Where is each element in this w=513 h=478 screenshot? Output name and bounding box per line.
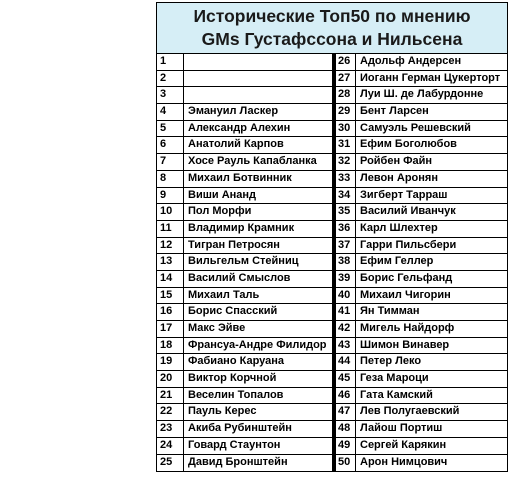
player-name: Василий Иванчук (360, 205, 456, 218)
rank-number: 47 (336, 404, 356, 420)
rank-number: 23 (157, 421, 184, 437)
rank-number: 25 (157, 455, 184, 472)
rank-number: 22 (157, 404, 184, 420)
player-name: Владимир Крамник (188, 221, 295, 234)
table-row (336, 271, 507, 288)
table-row (336, 321, 507, 338)
player-name: Адольф Андерсен (360, 55, 462, 67)
player-name: Говард Стаунтон (188, 438, 281, 451)
rank-number: 27 (336, 71, 356, 87)
player-name: Фабиано Каруана (188, 355, 284, 368)
rank-number: 33 (336, 171, 356, 187)
rank-number: 16 (157, 304, 184, 320)
player-name: Вильгельм Стейниц (188, 255, 299, 268)
rank-number: 36 (336, 221, 356, 237)
left-column (157, 54, 336, 471)
player-name: Пауль Керес (188, 405, 257, 418)
table-row (157, 154, 332, 171)
table-row (157, 71, 332, 88)
table-row (157, 438, 332, 455)
table-row (157, 404, 332, 421)
table-row (336, 354, 507, 371)
rank-number: 18 (157, 338, 184, 354)
player-name: Петер Леко (360, 355, 422, 368)
table-row (336, 171, 507, 188)
player-name: Ефим Боголюбов (360, 138, 457, 151)
rank-number: 3 (157, 87, 184, 103)
table-row (336, 455, 507, 472)
rank-number: 48 (336, 421, 356, 437)
rank-number: 15 (157, 288, 184, 304)
player-name: Акиба Рубинштейн (188, 422, 292, 435)
right-column (336, 54, 507, 471)
player-name: Лайош Портиш (360, 422, 443, 435)
player-name: Гата Камский (360, 388, 433, 401)
player-name (184, 87, 332, 103)
table-row (336, 338, 507, 355)
rank-number: 14 (157, 271, 184, 287)
table-row (336, 121, 507, 138)
player-name: Лев Полугаевский (360, 405, 460, 418)
rank-number: 26 (336, 54, 356, 70)
rank-number: 46 (336, 388, 356, 404)
table-row (157, 171, 332, 188)
player-name: Ян Тимман (360, 305, 420, 318)
rank-number: 21 (157, 388, 184, 404)
rank-number: 24 (157, 438, 184, 454)
player-name: Левон Аронян (360, 171, 438, 184)
player-name: Шимон Винавер (360, 338, 450, 351)
player-name: Хосе Рауль Капабланка (188, 155, 317, 168)
player-name: Борис Спасский (188, 305, 278, 318)
player-name: Карл Шлехтер (360, 221, 438, 234)
player-name: Ефим Геллер (360, 255, 434, 268)
rank-number: 28 (336, 87, 356, 103)
table-row (157, 354, 332, 371)
player-name: Борис Гельфанд (360, 271, 453, 284)
player-name: Макс Эйве (188, 322, 246, 334)
rank-number: 32 (336, 154, 356, 170)
rank-number: 9 (157, 188, 184, 204)
rank-number: 29 (336, 104, 356, 120)
player-name: Виши Ананд (188, 188, 257, 201)
table-grid (157, 54, 507, 471)
rank-number: 44 (336, 354, 356, 370)
table-row (157, 121, 332, 138)
rank-number: 43 (336, 338, 356, 354)
rank-number: 40 (336, 288, 356, 304)
player-name: Иоганн Герман Цукерторт (360, 71, 501, 84)
rank-number: 37 (336, 238, 356, 254)
player-name: Виктор Корчной (188, 372, 277, 385)
table-row (336, 421, 507, 438)
rank-number: 34 (336, 188, 356, 204)
player-name: Арон Нимцович (360, 455, 448, 468)
title-line-2: GMs Густафссона и Нильсена (201, 29, 463, 49)
player-name: Гарри Пильсбери (360, 238, 457, 251)
table-row (157, 238, 332, 255)
player-name: Анатолий Карпов (188, 138, 284, 151)
table-row (336, 238, 507, 255)
player-name: Ройбен Файн (360, 155, 433, 168)
table-row (336, 154, 507, 171)
rank-number: 30 (336, 121, 356, 137)
table-row (157, 104, 332, 121)
table-row (336, 288, 507, 305)
table-row (336, 204, 507, 221)
rank-number: 38 (336, 254, 356, 270)
rank-number: 41 (336, 304, 356, 320)
table-row (157, 388, 332, 405)
table-row (157, 321, 332, 338)
player-name: Эмануил Ласкер (188, 105, 279, 118)
rank-number: 20 (157, 371, 184, 387)
player-name: Зигберт Тарраш (360, 188, 448, 201)
table-row (336, 188, 507, 205)
player-name: Василий Смыслов (188, 271, 291, 284)
rank-number: 4 (157, 104, 184, 120)
table-row (336, 438, 507, 455)
rank-number: 35 (336, 204, 356, 220)
rank-number: 1 (157, 54, 184, 70)
player-name: Луи Ш. де Лабурдонне (360, 88, 484, 101)
rank-number: 10 (157, 204, 184, 220)
table-row (336, 87, 507, 104)
player-name (184, 71, 332, 87)
table-row (157, 188, 332, 205)
player-name: Геза Мароци (360, 372, 429, 385)
table-row (336, 71, 507, 88)
title-line-1: Исторические Топ50 по мнению (193, 6, 471, 26)
player-name: Франсуа-Андре Филидор (188, 338, 327, 351)
rank-number: 7 (157, 154, 184, 170)
table-row (336, 137, 507, 154)
table-row (157, 54, 332, 71)
rank-number: 39 (336, 271, 356, 287)
player-name: Мигель Найдорф (360, 322, 455, 334)
player-name (184, 54, 332, 70)
table-row (157, 304, 332, 321)
rank-number: 17 (157, 321, 184, 337)
table-row (157, 421, 332, 438)
table-row (336, 221, 507, 238)
table-row (157, 455, 332, 472)
rank-number: 31 (336, 137, 356, 153)
table-row (157, 338, 332, 355)
table-row (157, 271, 332, 288)
table-row (157, 204, 332, 221)
table-row (157, 288, 332, 305)
player-name: Александр Алехин (188, 121, 291, 134)
rank-number: 19 (157, 354, 184, 370)
rank-number: 6 (157, 137, 184, 153)
table-row (157, 254, 332, 271)
table-row (157, 87, 332, 104)
player-name: Давид Бронштейн (188, 455, 288, 468)
table-row (157, 137, 332, 154)
player-name: Михаил Ботвинник (188, 171, 292, 184)
rank-number: 42 (336, 321, 356, 337)
player-name: Михаил Таль (188, 288, 260, 301)
rank-number: 13 (157, 254, 184, 270)
table-row (336, 54, 507, 71)
table-row (336, 104, 507, 121)
rank-number: 49 (336, 438, 356, 454)
rank-number: 50 (336, 455, 356, 472)
table-title (157, 3, 507, 54)
table-row (157, 221, 332, 238)
rank-number: 45 (336, 371, 356, 387)
rank-number: 12 (157, 238, 184, 254)
rank-number: 5 (157, 121, 184, 137)
table-row (336, 404, 507, 421)
table-row (336, 254, 507, 271)
table-row (336, 304, 507, 321)
table-row (336, 388, 507, 405)
player-name: Веселин Топалов (188, 388, 284, 401)
ranking-table (156, 2, 508, 472)
player-name: Тигран Петросян (188, 238, 280, 251)
player-name: Сергей Карякин (360, 438, 447, 451)
player-name: Бент Ларсен (360, 105, 429, 118)
rank-number: 8 (157, 171, 184, 187)
player-name: Михаил Чигорин (360, 288, 451, 301)
rank-number: 2 (157, 71, 184, 87)
table-row (157, 371, 332, 388)
rank-number: 11 (157, 221, 184, 237)
player-name: Самуэль Решевский (360, 121, 471, 134)
table-row (336, 371, 507, 388)
player-name: Пол Морфи (188, 205, 252, 218)
